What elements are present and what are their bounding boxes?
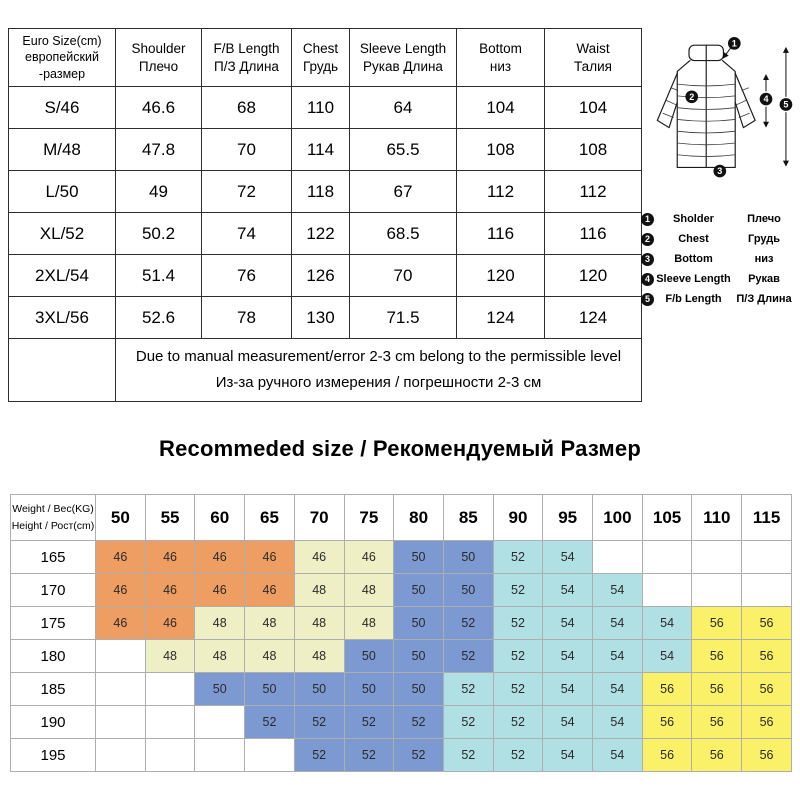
recommended-size-cell: 56 <box>742 739 792 772</box>
recommend-row <box>11 706 792 739</box>
column-header <box>457 29 545 87</box>
legend-label-ru: низ <box>754 253 774 265</box>
measurement-cell: 70 <box>350 255 457 297</box>
legend-label-en: Sleeve Length <box>656 273 731 285</box>
column-header-line: европейский <box>25 50 99 65</box>
recommended-size-cell <box>145 706 195 739</box>
measure-arrows <box>723 48 789 166</box>
column-header <box>202 29 292 87</box>
measurement-row <box>9 129 642 171</box>
tolerance-note-ru: Из-за ручного измерения / погрешности 2-3 см <box>215 374 542 391</box>
column-header-line: Sleeve Length <box>359 40 447 56</box>
recommended-size-cell <box>195 706 245 739</box>
legend-number-badge: 2 <box>641 233 654 246</box>
column-header-line: Euro Size(cm) <box>22 34 102 49</box>
recommended-size-cell: 54 <box>642 607 692 640</box>
recommended-size-cell: 52 <box>493 541 543 574</box>
legend-row <box>641 229 795 249</box>
recommended-size-cell: 50 <box>344 673 394 706</box>
recommended-size-cell <box>96 706 146 739</box>
column-header-line: П/З Длина <box>214 58 279 74</box>
recommended-size-cell: 46 <box>96 607 146 640</box>
measurement-cell: 110 <box>292 87 350 129</box>
legend-row <box>641 289 795 309</box>
weight-header-cell: 60 <box>195 495 245 541</box>
axis-label: Height / Рост(cm) <box>11 519 95 532</box>
recommended-size-cell: 52 <box>443 640 493 673</box>
measurement-cell: 104 <box>545 87 642 129</box>
weight-header-cell: 65 <box>245 495 295 541</box>
recommended-size-cell: 46 <box>195 574 245 607</box>
measurement-cell: 114 <box>292 129 350 171</box>
weight-header-cell: 80 <box>394 495 444 541</box>
measurement-row <box>9 297 642 339</box>
recommended-size-cell: 50 <box>344 640 394 673</box>
weight-header-cell: 50 <box>96 495 146 541</box>
recommended-size-cell <box>742 574 792 607</box>
measurement-cell: 124 <box>457 297 545 339</box>
measurement-row <box>9 255 642 297</box>
measurement-cell: 108 <box>545 129 642 171</box>
column-header-line: Рукав Длина <box>363 58 443 74</box>
recommended-size-cell: 54 <box>642 640 692 673</box>
legend-number-badge: 3 <box>641 253 654 266</box>
column-header-line: Талия <box>574 58 612 74</box>
weight-header-cell: 70 <box>294 495 344 541</box>
recommended-size-cell: 50 <box>394 640 444 673</box>
measurement-cell: 120 <box>457 255 545 297</box>
recommended-size-cell: 54 <box>543 574 593 607</box>
recommended-size-cell: 54 <box>593 640 643 673</box>
size-label: XL/52 <box>9 213 116 255</box>
measurement-cell: 50.2 <box>116 213 202 255</box>
measurement-cell: 67 <box>350 171 457 213</box>
recommended-size-cell <box>96 739 146 772</box>
axis-corner-cell <box>11 495 96 541</box>
legend-number-badge: 5 <box>641 293 654 306</box>
measurement-row <box>9 171 642 213</box>
measurement-cell: 104 <box>457 87 545 129</box>
recommend-row <box>11 541 792 574</box>
recommended-size-cell: 52 <box>493 640 543 673</box>
recommended-size-cell <box>96 673 146 706</box>
legend-label-ru: Грудь <box>748 233 780 245</box>
recommended-size-cell: 46 <box>245 541 295 574</box>
recommended-size-cell: 50 <box>394 541 444 574</box>
column-header <box>9 29 116 87</box>
measurement-cell: 130 <box>292 297 350 339</box>
tolerance-note-en: Due to manual measurement/error 2-3 cm belong to the permissible level <box>135 348 622 365</box>
recommended-size-cell: 50 <box>394 607 444 640</box>
recommended-size-cell <box>96 640 146 673</box>
measurement-cell: 122 <box>292 213 350 255</box>
recommended-size-cell: 54 <box>543 640 593 673</box>
recommended-size-cell: 52 <box>394 706 444 739</box>
legend-row <box>641 209 795 229</box>
measurement-table-body <box>9 87 642 339</box>
recommended-size-cell: 48 <box>344 607 394 640</box>
recommended-size-cell: 56 <box>692 673 742 706</box>
recommended-size-cell: 56 <box>642 706 692 739</box>
recommended-size-cell: 52 <box>443 706 493 739</box>
measurement-cell: 112 <box>457 171 545 213</box>
recommended-size-cell: 52 <box>294 739 344 772</box>
recommended-size-cell: 48 <box>294 607 344 640</box>
recommended-size-cell: 52 <box>344 739 394 772</box>
weight-header-cell: 90 <box>493 495 543 541</box>
recommend-row <box>11 640 792 673</box>
recommended-size-cell: 46 <box>145 607 195 640</box>
recommended-size-cell: 50 <box>443 541 493 574</box>
measurement-cell: 108 <box>457 129 545 171</box>
column-header <box>350 29 457 87</box>
measurement-cell: 46.6 <box>116 87 202 129</box>
size-label: S/46 <box>9 87 116 129</box>
height-cell: 180 <box>11 640 96 673</box>
measurement-cell: 47.8 <box>116 129 202 171</box>
recommended-size-cell: 54 <box>593 706 643 739</box>
recommended-size-cell: 56 <box>742 706 792 739</box>
recommended-size-cell: 54 <box>543 673 593 706</box>
recommended-size-cell: 54 <box>543 607 593 640</box>
recommended-size-cell: 54 <box>593 574 643 607</box>
recommended-size-cell <box>642 541 692 574</box>
recommended-size-cell: 46 <box>245 574 295 607</box>
recommended-size-cell: 50 <box>245 673 295 706</box>
measurement-table-head-row <box>9 29 642 87</box>
measurement-cell: 116 <box>457 213 545 255</box>
recommended-size-cell: 54 <box>543 739 593 772</box>
weight-header-cell: 110 <box>692 495 742 541</box>
recommended-size-cell: 48 <box>245 640 295 673</box>
recommended-size-title: Recommeded size / Рекомендуемый Размер <box>159 436 641 461</box>
measurement-cell: 65.5 <box>350 129 457 171</box>
legend-label-en: Sholder <box>673 213 714 225</box>
column-header-line: F/B Length <box>213 40 280 56</box>
height-cell: 190 <box>11 706 96 739</box>
recommended-size-cell: 52 <box>443 607 493 640</box>
marker-1: 1 <box>731 38 737 49</box>
height-cell: 185 <box>11 673 96 706</box>
jacket-diagram <box>641 26 795 202</box>
measurement-table <box>8 28 642 402</box>
measurement-cell: 51.4 <box>116 255 202 297</box>
recommended-size-cell: 56 <box>742 640 792 673</box>
recommended-size-cell: 46 <box>145 574 195 607</box>
recommended-size-cell: 54 <box>543 706 593 739</box>
recommended-size-cell: 56 <box>642 673 692 706</box>
legend-number-badge: 1 <box>641 213 654 226</box>
recommend-row <box>11 673 792 706</box>
recommended-size-cell: 52 <box>443 673 493 706</box>
legend-label-en: Chest <box>678 233 709 245</box>
measurement-cell: 71.5 <box>350 297 457 339</box>
recommended-size-cell: 56 <box>692 739 742 772</box>
measurement-cell: 52.6 <box>116 297 202 339</box>
weight-header-cell: 115 <box>742 495 792 541</box>
recommend-row <box>11 739 792 772</box>
marker-4: 4 <box>763 94 769 105</box>
recommended-size-cell: 50 <box>195 673 245 706</box>
recommended-size-cell: 56 <box>692 640 742 673</box>
size-label: L/50 <box>9 171 116 213</box>
recommended-size-cell: 46 <box>195 541 245 574</box>
measurement-cell: 112 <box>545 171 642 213</box>
column-header <box>116 29 202 87</box>
height-cell: 165 <box>11 541 96 574</box>
legend-label-en: F/b Length <box>665 293 722 305</box>
measurement-cell: 49 <box>116 171 202 213</box>
legend-row <box>641 249 795 269</box>
column-header-line: Chest <box>302 40 339 56</box>
legend-label-en: Bottom <box>674 253 713 265</box>
column-header-line: низ <box>489 58 512 74</box>
measurement-cell: 118 <box>292 171 350 213</box>
column-header-line: Грудь <box>302 58 339 74</box>
measurement-row <box>9 213 642 255</box>
height-cell: 195 <box>11 739 96 772</box>
measurement-cell: 124 <box>545 297 642 339</box>
footer-spacer-cell <box>9 339 116 402</box>
recommended-size-cell: 54 <box>593 607 643 640</box>
recommend-row <box>11 607 792 640</box>
recommended-size-cell: 52 <box>493 574 543 607</box>
recommended-size-cell: 52 <box>493 739 543 772</box>
jacket-outline <box>657 45 755 167</box>
measurement-cell: 70 <box>202 129 292 171</box>
recommended-size-cell: 56 <box>742 673 792 706</box>
recommend-table <box>10 494 792 772</box>
recommended-size-cell: 52 <box>344 706 394 739</box>
recommended-size-cell: 56 <box>742 607 792 640</box>
recommended-size-cell: 48 <box>294 640 344 673</box>
recommended-size-cell: 48 <box>195 640 245 673</box>
recommended-size-cell <box>642 574 692 607</box>
measurement-cell: 120 <box>545 255 642 297</box>
measurement-cell: 74 <box>202 213 292 255</box>
recommended-size-cell: 52 <box>294 706 344 739</box>
recommended-size-cell: 52 <box>245 706 295 739</box>
measurement-row <box>9 87 642 129</box>
legend-number-badge: 4 <box>641 273 654 286</box>
recommended-size-cell: 54 <box>543 541 593 574</box>
measurement-cell: 72 <box>202 171 292 213</box>
recommended-size-cell: 46 <box>96 574 146 607</box>
recommended-size-cell: 50 <box>443 574 493 607</box>
recommended-size-cell: 52 <box>493 607 543 640</box>
recommended-size-cell: 46 <box>145 541 195 574</box>
jacket-panel <box>641 26 795 309</box>
legend-label-ru: П/З Длина <box>736 293 792 305</box>
weight-header-cell: 100 <box>593 495 643 541</box>
column-header-line: Shoulder <box>131 40 186 56</box>
recommended-size-cell: 52 <box>493 673 543 706</box>
weight-header-cell: 55 <box>145 495 195 541</box>
recommended-size-cell: 48 <box>195 607 245 640</box>
recommended-size-cell: 54 <box>593 673 643 706</box>
size-label: 2XL/54 <box>9 255 116 297</box>
axis-label: Weight / Вес(KG) <box>12 502 94 515</box>
measurement-table-footer-row <box>9 339 642 402</box>
legend-row <box>641 269 795 289</box>
recommended-size-cell: 48 <box>344 574 394 607</box>
recommended-size-cell: 50 <box>294 673 344 706</box>
recommended-size-cell <box>593 541 643 574</box>
legend <box>641 209 795 309</box>
recommended-size-cell: 48 <box>245 607 295 640</box>
recommended-size-cell <box>145 673 195 706</box>
recommended-size-cell: 48 <box>294 574 344 607</box>
recommended-size-cell <box>145 739 195 772</box>
column-header <box>292 29 350 87</box>
recommended-size-cell: 56 <box>692 607 742 640</box>
weight-header-cell: 85 <box>443 495 493 541</box>
tolerance-note <box>116 339 642 402</box>
measurement-cell: 116 <box>545 213 642 255</box>
measurement-cell: 78 <box>202 297 292 339</box>
recommended-size-cell: 46 <box>96 541 146 574</box>
column-header-line: Плечо <box>138 58 179 74</box>
recommend-row <box>11 574 792 607</box>
marker-2: 2 <box>689 91 695 102</box>
recommended-size-cell: 46 <box>344 541 394 574</box>
column-header <box>545 29 642 87</box>
recommended-size-cell: 48 <box>145 640 195 673</box>
recommended-size-cell: 52 <box>443 739 493 772</box>
measurement-cell: 64 <box>350 87 457 129</box>
legend-label-ru: Плечо <box>747 213 781 225</box>
measurement-cell: 68.5 <box>350 213 457 255</box>
measurement-cell: 68 <box>202 87 292 129</box>
recommended-size-cell: 52 <box>394 739 444 772</box>
recommended-size-cell <box>692 574 742 607</box>
recommended-size-cell: 56 <box>692 706 742 739</box>
recommended-size-cell <box>692 541 742 574</box>
marker-3: 3 <box>717 166 723 177</box>
recommended-size-cell: 54 <box>593 739 643 772</box>
legend-label-ru: Рукав <box>748 273 780 285</box>
weight-header-cell: 75 <box>344 495 394 541</box>
height-cell: 170 <box>11 574 96 607</box>
recommended-size-cell: 50 <box>394 673 444 706</box>
recommend-table-head-row <box>11 495 792 541</box>
size-label: 3XL/56 <box>9 297 116 339</box>
recommend-table-body <box>11 541 792 772</box>
recommended-size-cell <box>195 739 245 772</box>
recommended-size-cell: 46 <box>294 541 344 574</box>
recommended-size-cell <box>742 541 792 574</box>
column-header-line: Waist <box>576 40 610 56</box>
recommended-size-cell: 56 <box>642 739 692 772</box>
weight-header-cell: 95 <box>543 495 593 541</box>
marker-5: 5 <box>783 99 789 110</box>
column-header-line: Bottom <box>479 40 522 56</box>
height-cell: 175 <box>11 607 96 640</box>
size-label: M/48 <box>9 129 116 171</box>
recommended-size-cell <box>245 739 295 772</box>
measurement-cell: 76 <box>202 255 292 297</box>
measurement-cell: 126 <box>292 255 350 297</box>
weight-header-cell: 105 <box>642 495 692 541</box>
recommended-size-cell: 52 <box>493 706 543 739</box>
column-header-line: -размер <box>38 66 86 81</box>
recommended-size-cell: 50 <box>394 574 444 607</box>
